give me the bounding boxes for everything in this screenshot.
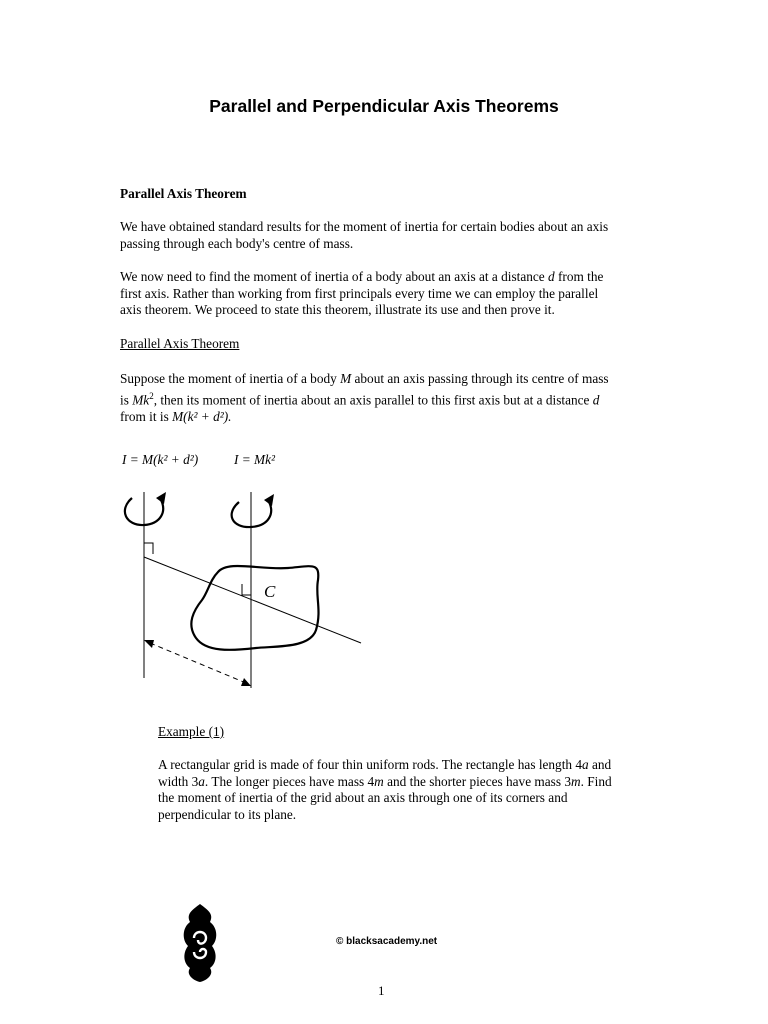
- section-heading: Parallel Axis Theorem: [120, 186, 247, 201]
- example-heading: Example (1): [158, 724, 225, 739]
- paragraph-line: We now need to find the moment of inertia of a body about an axis at a distance d from the: [120, 269, 604, 284]
- copyright-text: © blacksacademy.net: [336, 936, 438, 947]
- right-angle-mark-left: [144, 543, 153, 554]
- parallel-axis-diagram: [110, 488, 380, 693]
- paragraph-line: perpendicular to its plane.: [158, 806, 297, 822]
- paragraph-line: the moment of inertia of the grid about an axis through one of its corners and: [158, 790, 568, 806]
- connecting-line: [144, 557, 361, 643]
- centre-of-mass-label: C: [264, 582, 276, 601]
- paragraph-line: axis theorem. We proceed to state this theorem, illustrate its use and then prove it.: [120, 302, 555, 318]
- paragraph-line: from it is M(k² + d²).: [120, 408, 232, 424]
- paragraph-distance: [120, 269, 603, 319]
- distance-arrowhead-right: [241, 678, 251, 686]
- theorem-statement: [120, 371, 609, 425]
- paragraph-line: is Mk$^2$, then its moment of inertia about an axis parallel to this first axis but at a distance d: [120, 390, 600, 408]
- formula-centre-axis: I = Mk²: [234, 452, 276, 467]
- paragraph-line: first axis. Rather than working from first principals every time we can employ the parallel: [120, 285, 599, 301]
- paragraph-line: We have obtained standard results for the moment of inertia for certain bodies about an axis: [120, 219, 609, 234]
- page-number: 1: [378, 983, 385, 998]
- paragraph-line: Suppose the moment of inertia of a body M about an axis passing through its centre of mass: [120, 371, 609, 386]
- paragraph-intro: [120, 219, 608, 252]
- subheading-theorem: Parallel Axis Theorem: [120, 336, 240, 351]
- right-angle-mark-right: [242, 584, 251, 595]
- example-text: [158, 757, 612, 823]
- blacksacademy-logo-icon: [180, 902, 220, 984]
- paragraph-line: passing through each body's centre of mass.: [120, 235, 354, 251]
- paragraph-line: A rectangular grid is made of four thin uniform rods. The rectangle has length 4a and: [158, 757, 612, 772]
- paragraph-line: width 3a. The longer pieces have mass 4m and the shorter pieces have mass 3m. Find: [158, 773, 612, 789]
- rigid-body-outline: [191, 566, 318, 650]
- page-title: Parallel and Perpendicular Axis Theorems: [209, 96, 559, 116]
- formula-parallel-axis: I = M(k² + d²): [122, 452, 199, 467]
- distance-arrowhead-left: [144, 640, 154, 648]
